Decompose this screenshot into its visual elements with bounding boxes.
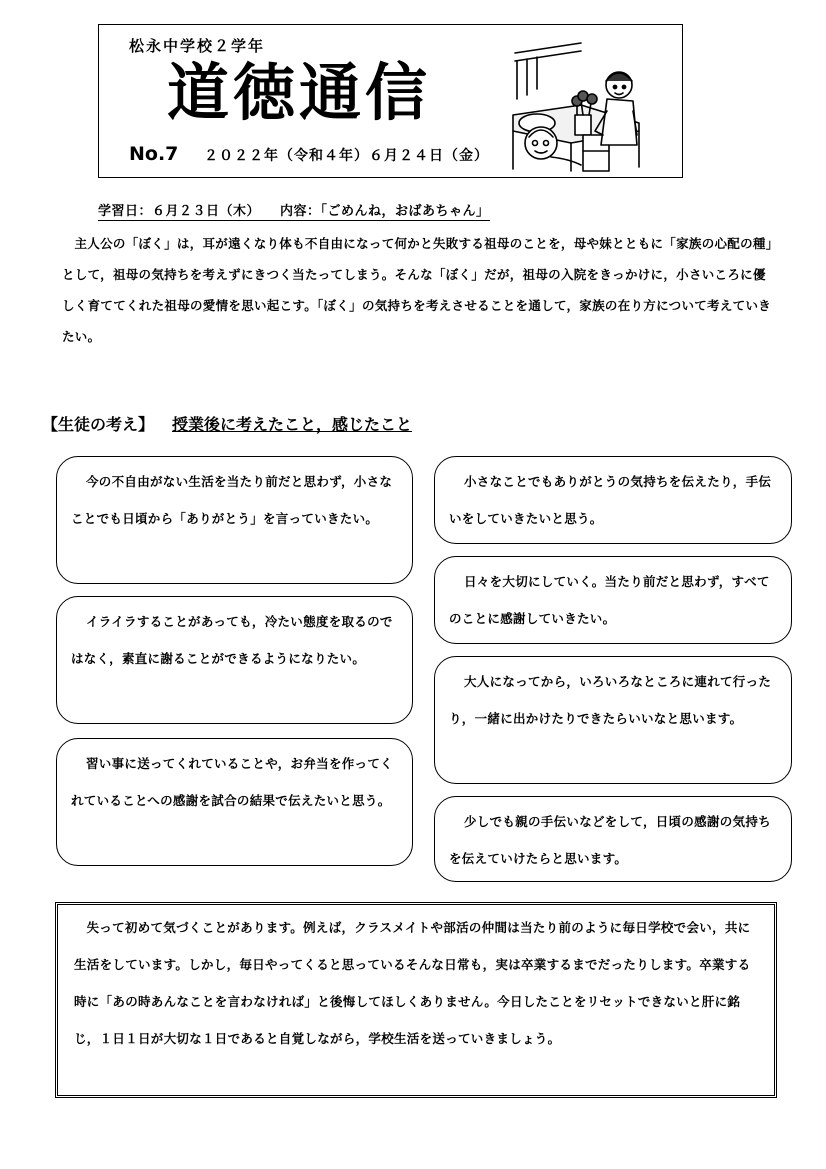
opinion-bubble: 日々を大切にしていく。当たり前だと思わず，すべてのことに感謝していきたい。 — [434, 556, 792, 644]
lesson-summary: 主人公の「ぼく」は，耳が遠くなり体も不自由になって何かと失敗する祖母のことを，母や妹とともに「家族の心配の種」として，祖母の気持ちを考えずにきつく当たってしまう。そんな「ぼく」だが，祖母の入院をきっかけに，小さいころに優しく育ててくれた祖母の愛情を思い起こす。「ぼく」の気持ちを考えさせることを通して，家族の在り方について考えていきたい。 — [62, 236, 773, 344]
student-opinions-heading — [42, 412, 412, 435]
issue-number: No.7 — [129, 143, 179, 165]
opinion-bubble: 小さなことでもありがとうの気持ちを伝えたり，手伝いをしていきたいと思う。 — [434, 456, 792, 544]
lesson-date: 学習日：６月２３日（木） — [98, 204, 261, 219]
newsletter-header — [98, 24, 683, 178]
lesson-content: 内容：「ごめんね，おばあちゃん」 — [280, 204, 490, 219]
lesson-info — [98, 200, 490, 221]
opinion-bubble: 今の不自由がない生活を当たり前だと思わず，小さなことでも日頃から「ありがとう」を言っていきたい。 — [56, 456, 413, 584]
section-title: 【生徒の考え】 — [42, 415, 155, 434]
teacher-message: 失って初めて気づくことがあります。例えば，クラスメイトや部活の仲間は当たり前のように毎日学校で会い，共に生活をしています。しかし，毎日やってくると思っているそんな日常も，実は卒業するまでだったりします。卒業する時に「あの時あんなことを言わなければ」と後悔してほしくありません。今日したことをリセットできないと肝に銘じ，１日１日が大切な１日であると自覚しながら，学校生活を送っていきましょう。 — [55, 902, 777, 1098]
opinion-bubble: イライラすることがあっても，冷たい態度を取るのではなく，素直に謝ることができるようになりたい。 — [56, 596, 413, 724]
opinion-bubble: 大人になってから，いろいろなところに連れて行ったり，一緒に出かけたりできたらいいなと思います。 — [434, 656, 792, 784]
issue-line — [129, 143, 489, 165]
hospital-visit-illustration — [511, 39, 641, 173]
issue-date: ２０２２年（令和４年）６月２４日（金） — [203, 148, 489, 164]
section-subtitle: 授業後に考えたこと，感じたこと — [172, 415, 413, 434]
opinion-bubble: 習い事に送ってくれていることや，お弁当を作ってくれていることへの感謝を試合の結果で伝えたいと思う。 — [56, 738, 413, 866]
opinion-bubble: 少しでも親の手伝いなどをして，日頃の感謝の気持ちを伝えていけたらと思います。 — [434, 796, 792, 882]
newsletter-title: 道徳通信 — [167, 56, 432, 129]
school-name: 松永中学校２学年 — [129, 37, 266, 55]
